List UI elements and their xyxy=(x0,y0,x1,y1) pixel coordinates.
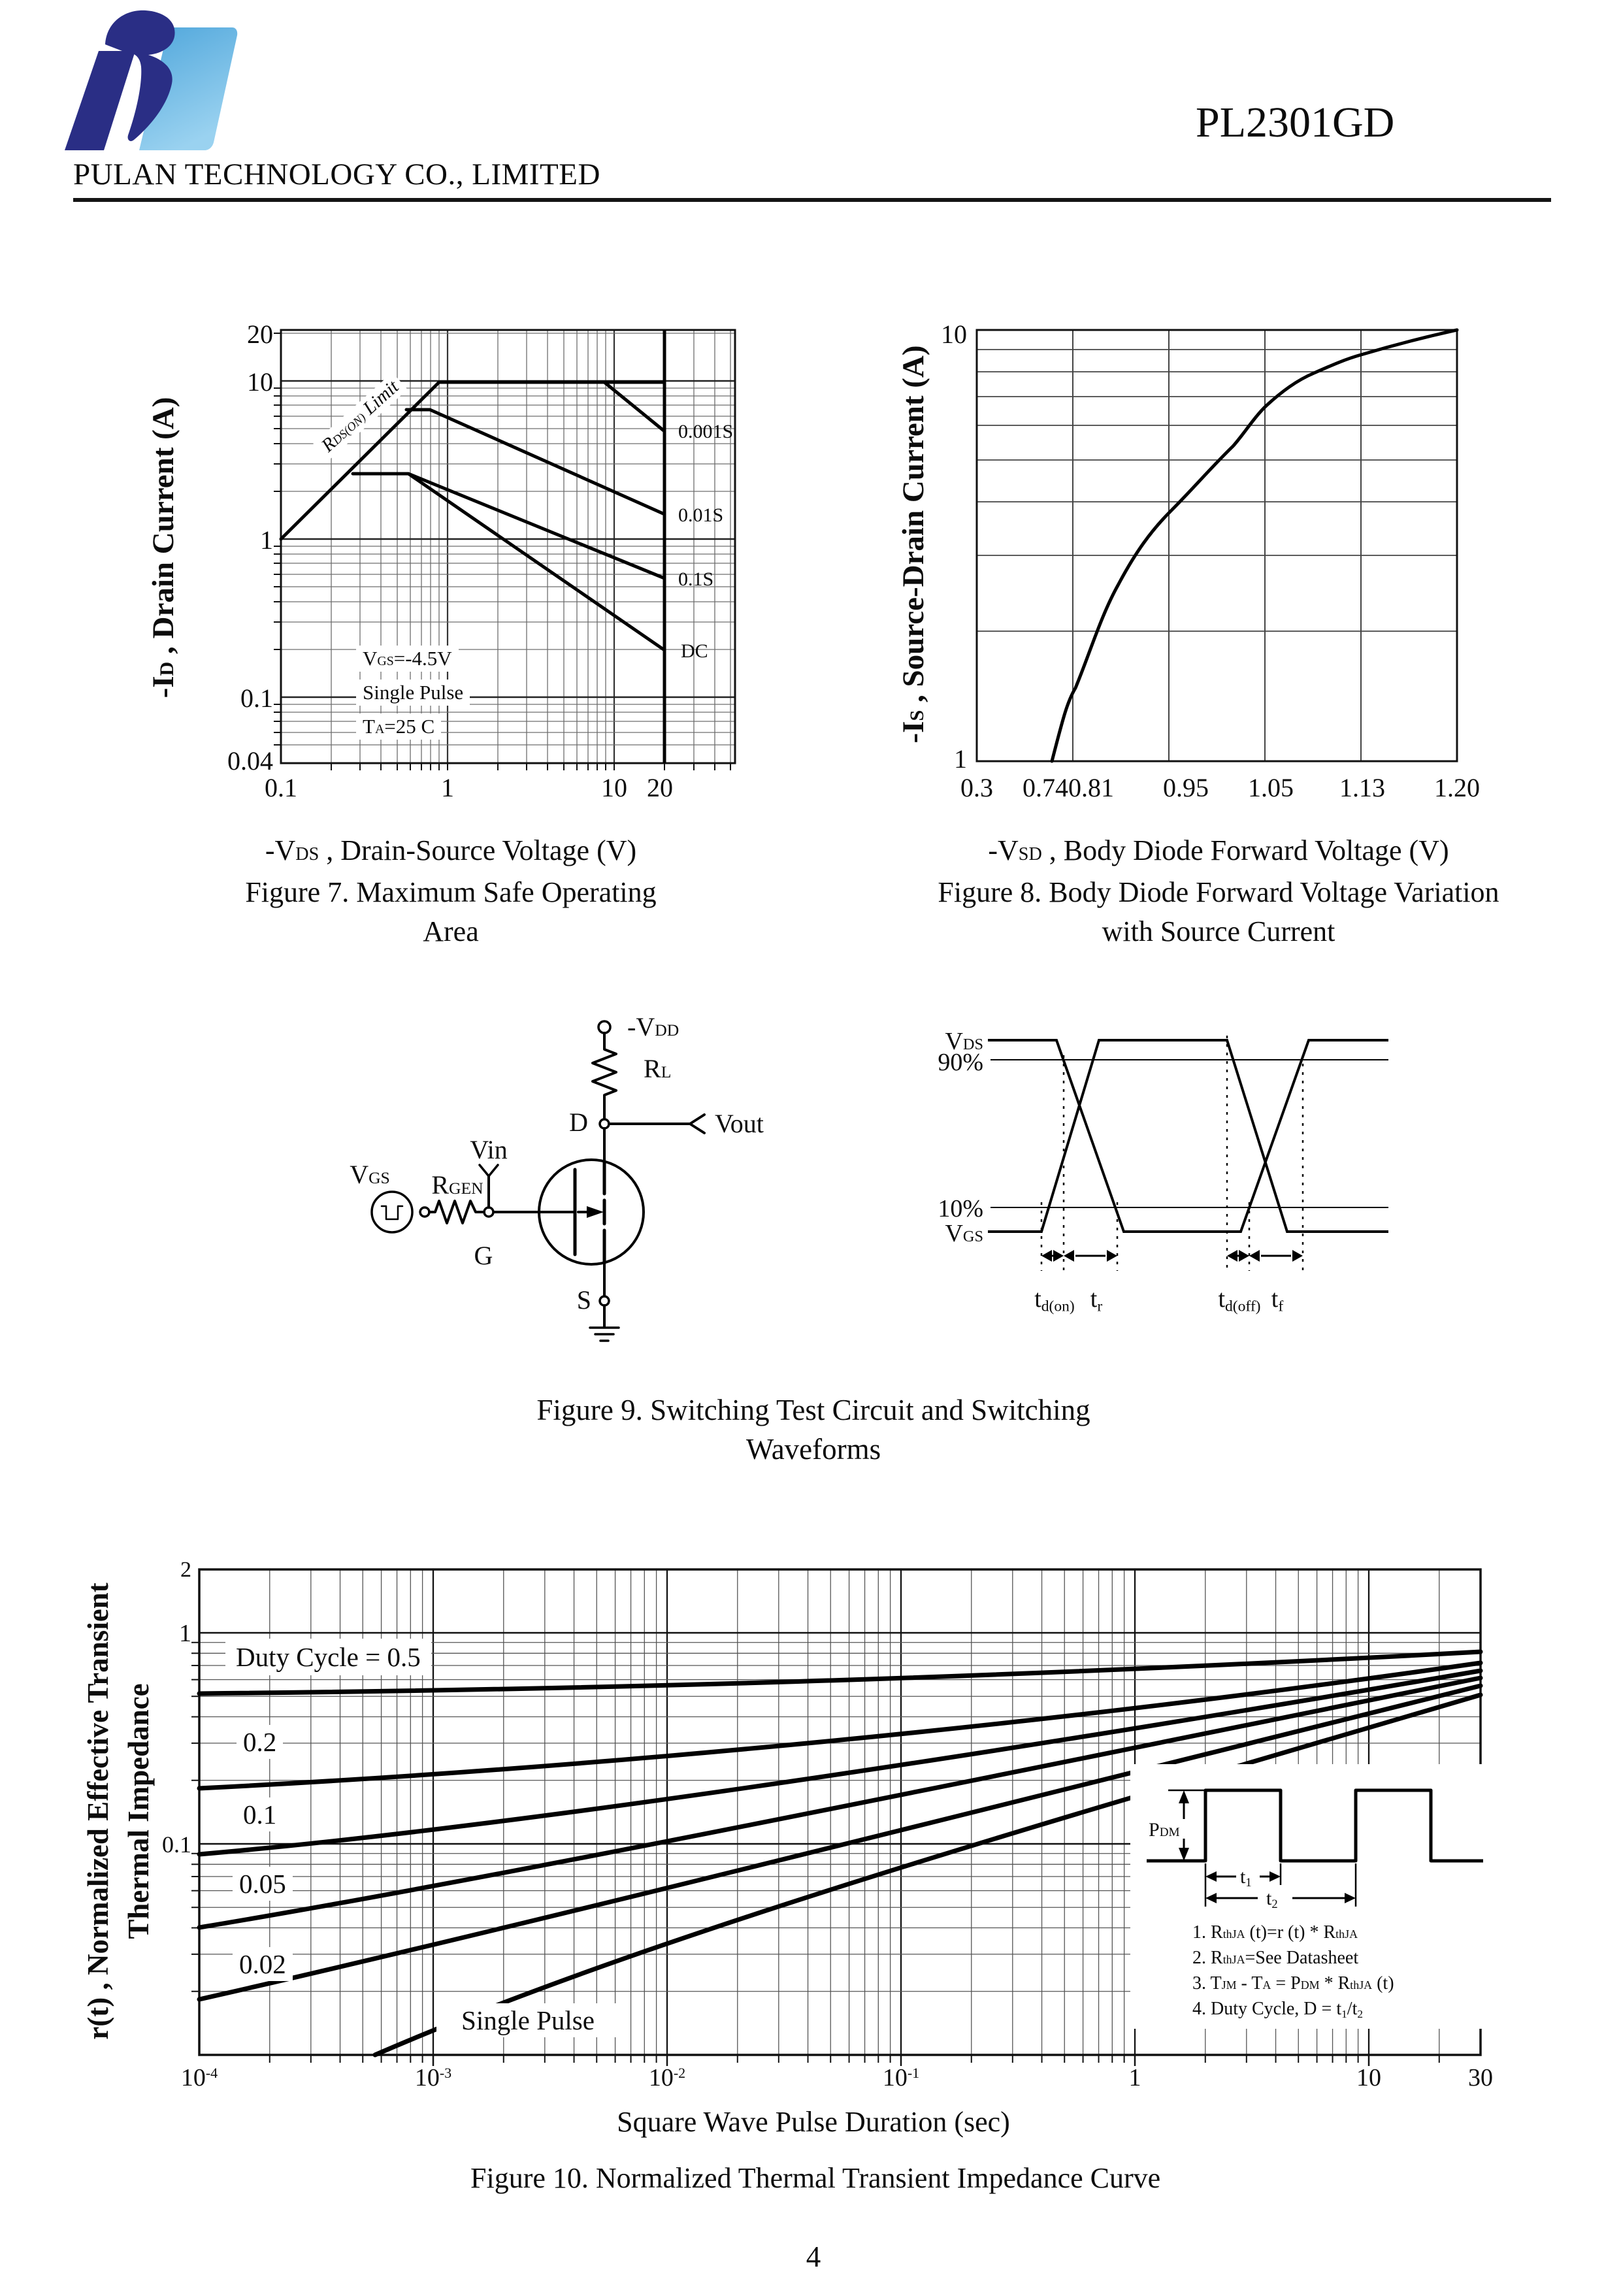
fig10-xtick-1e-1: $10^{-1}$ xyxy=(882,2064,920,2091)
label-vgs-source: VGS xyxy=(350,1160,390,1189)
fig10-xtick-1e-3: $10^{-3}$ xyxy=(414,2064,452,2091)
label-d: D xyxy=(569,1107,588,1137)
label-s: S xyxy=(576,1285,591,1315)
pulse-waveform xyxy=(1147,1790,1483,1861)
fig10-label-single-pulse: Single Pulse xyxy=(436,2003,619,2037)
fig10-ytick-2: 2 xyxy=(180,1558,191,1582)
fig8-xtick-105: 1.05 xyxy=(1248,773,1294,802)
fig8-grid xyxy=(977,330,1457,761)
gate-node xyxy=(484,1207,493,1217)
part-number: PL2301GD xyxy=(1196,99,1395,146)
fig7-annotation-vgs: VGS=-4.5V xyxy=(356,646,459,672)
fig7-ytick-1: 1 xyxy=(260,525,273,555)
fig7-label-001s: 0.01S xyxy=(678,504,724,526)
fig8-curve xyxy=(1052,330,1457,761)
label-g: G xyxy=(474,1241,493,1270)
inset-pulse-diagram xyxy=(1130,1764,1490,1921)
fig9-waveforms xyxy=(934,1019,1392,1307)
fig8-xtick-095: 0.95 xyxy=(1163,773,1209,802)
fig7-plot xyxy=(281,330,735,763)
drain-node xyxy=(600,1119,609,1128)
vgs-pulse-source-icon xyxy=(372,1192,412,1232)
inset-label-t1: t1 xyxy=(1240,1866,1252,1890)
inset-note-1: 1. RthJA (t)=r (t) * RthJA xyxy=(1192,1922,1358,1943)
fig7-ytick-01: 0.1 xyxy=(240,683,273,713)
label-vdd: -VDD xyxy=(627,1012,680,1041)
fig7-label-01s: 0.1S xyxy=(678,568,714,590)
fig10-caption: Figure 10. Normalized Thermal Transient Impedance Curve xyxy=(470,2162,1161,2194)
page-number: 4 xyxy=(806,2240,821,2273)
label-tr: tr xyxy=(1090,1285,1103,1315)
fig7-xtick-10: 10 xyxy=(601,773,627,802)
fig7-x-axis-title: -VDS , Drain-Source Voltage (V) xyxy=(265,834,637,866)
inset-note-3: 3. TJM - TA = PDM * RthJA (t) xyxy=(1192,1973,1394,1993)
fig7-ytick-004: 0.04 xyxy=(227,746,273,776)
label-vin: Vin xyxy=(470,1135,508,1164)
vout-arrow-icon xyxy=(690,1115,704,1133)
fig10-label-01: 0.1 xyxy=(237,1797,283,1831)
label-wave-10: 10% xyxy=(938,1195,983,1222)
fig10-x-axis-title: Square Wave Pulse Duration (sec) xyxy=(617,2106,1010,2138)
ground-icon xyxy=(590,1328,619,1341)
fig8-ytick-10: 10 xyxy=(941,320,967,349)
fig8-ytick-1: 1 xyxy=(954,744,967,774)
company-logo xyxy=(62,8,287,150)
inset-label-t2: t2 xyxy=(1266,1888,1278,1912)
inset-note-4: 4. Duty Cycle, D = t1/t2 xyxy=(1192,1999,1364,2020)
inset-note-2: 2. RthJA=See Datasheet xyxy=(1192,1948,1359,1968)
fig10-label-002: 0.02 xyxy=(233,1947,293,1981)
mosfet-body-arrow-icon xyxy=(587,1206,604,1218)
fig8-xtick-03: 0.3 xyxy=(960,773,993,802)
logo-navy-shape xyxy=(65,51,135,150)
fig7-label-dc: DC xyxy=(681,640,708,662)
source-terminal-node xyxy=(420,1207,429,1217)
resistor-rgen-icon xyxy=(429,1201,484,1223)
fig8-caption-line1: Figure 8. Body Diode Forward Voltage Variation xyxy=(938,876,1499,908)
vdd-terminal-icon xyxy=(598,1021,610,1033)
fig8-xtick-120: 1.20 xyxy=(1434,773,1480,802)
fig7-xtick-01: 0.1 xyxy=(265,773,297,802)
fig10-xtick-1e-4: $10^{-4}$ xyxy=(180,2064,218,2091)
s-node xyxy=(600,1296,609,1305)
curve-01s xyxy=(353,474,664,578)
fig10-xtick-10: 10 xyxy=(1356,2064,1381,2091)
label-wave-vgs: VGS xyxy=(945,1220,983,1247)
fig10-y-axis-title-line1: r(t) , Normalized Effective Transient xyxy=(82,1583,114,2040)
fig10-label-02: 0.2 xyxy=(237,1725,283,1759)
fig10-xtick-30: 30 xyxy=(1468,2064,1493,2091)
inset-label-pdm: PDM xyxy=(1149,1819,1180,1841)
fig7-ytick-10: 10 xyxy=(247,367,273,397)
vgs-trace xyxy=(988,1040,1388,1232)
fig10-ytick-1: 1 xyxy=(179,1620,191,1647)
curve-0001s-fall xyxy=(604,382,664,431)
fig7-caption-line1: Figure 7. Maximum Safe Operating xyxy=(245,876,657,908)
header-rule xyxy=(73,198,1551,202)
fig10-inset xyxy=(1130,1764,1490,2029)
fig7-xtick-20: 20 xyxy=(647,773,673,802)
fig7-xtick-1: 1 xyxy=(441,773,454,802)
fig7-caption-line2: Area xyxy=(423,915,479,947)
vds-trace xyxy=(988,1040,1388,1232)
label-tdon: td(on) xyxy=(1034,1285,1075,1315)
fig7-y-axis-title: -ID , Drain Current (A) xyxy=(146,397,180,698)
label-wave-90: 90% xyxy=(938,1049,983,1076)
label-vout: Vout xyxy=(715,1109,764,1138)
resistor-rl-icon xyxy=(593,1045,616,1119)
fig7-rdson-label: RDS(ON) Limit xyxy=(313,372,408,461)
label-wave-vds: VDS xyxy=(945,1028,983,1055)
fig10-ytick-01: 0.1 xyxy=(162,1831,191,1858)
fig10-label-duty05: Duty Cycle = 0.5 xyxy=(225,1639,431,1675)
label-tdoff: td(off) xyxy=(1218,1285,1261,1315)
fig7-annotation-pulse: Single Pulse xyxy=(356,680,470,706)
fig7-ytick-20: 20 xyxy=(247,320,273,349)
fig8-xtick-074: 0.74 xyxy=(1023,773,1068,802)
fig10-label-005: 0.05 xyxy=(233,1867,293,1901)
fig8-plot xyxy=(977,330,1457,761)
pulse-glyph xyxy=(382,1206,402,1219)
fig8-xtick-081: 0.81 xyxy=(1068,773,1114,802)
label-rgen: RGEN xyxy=(431,1170,483,1200)
fig8-xtick-113: 1.13 xyxy=(1339,773,1385,802)
fig10-y-axis-title-line2: Thermal Impedance xyxy=(122,1683,155,1939)
label-rl: RL xyxy=(644,1054,672,1083)
label-tf: tf xyxy=(1271,1285,1284,1315)
fig10-xtick-1e-2: $10^{-2}$ xyxy=(648,2064,686,2091)
fig7-label-0001s: 0.001S xyxy=(678,421,734,442)
fig8-caption-line2: with Source Current xyxy=(1102,915,1335,947)
fig10-xtick-1: 1 xyxy=(1128,2064,1141,2091)
fig9-caption-line2: Waveforms xyxy=(745,1433,881,1466)
fig8-y-axis-title: -IS , Source-Drain Current (A) xyxy=(896,345,930,744)
company-name: PULAN TECHNOLOGY CO., LIMITED xyxy=(73,157,600,191)
fig8-x-axis-title: -VSD , Body Diode Forward Voltage (V) xyxy=(988,834,1449,866)
fig7-annotation-ta: TA=25 C xyxy=(356,713,441,740)
fig9-caption-line1: Figure 9. Switching Test Circuit and Switching xyxy=(536,1394,1090,1426)
